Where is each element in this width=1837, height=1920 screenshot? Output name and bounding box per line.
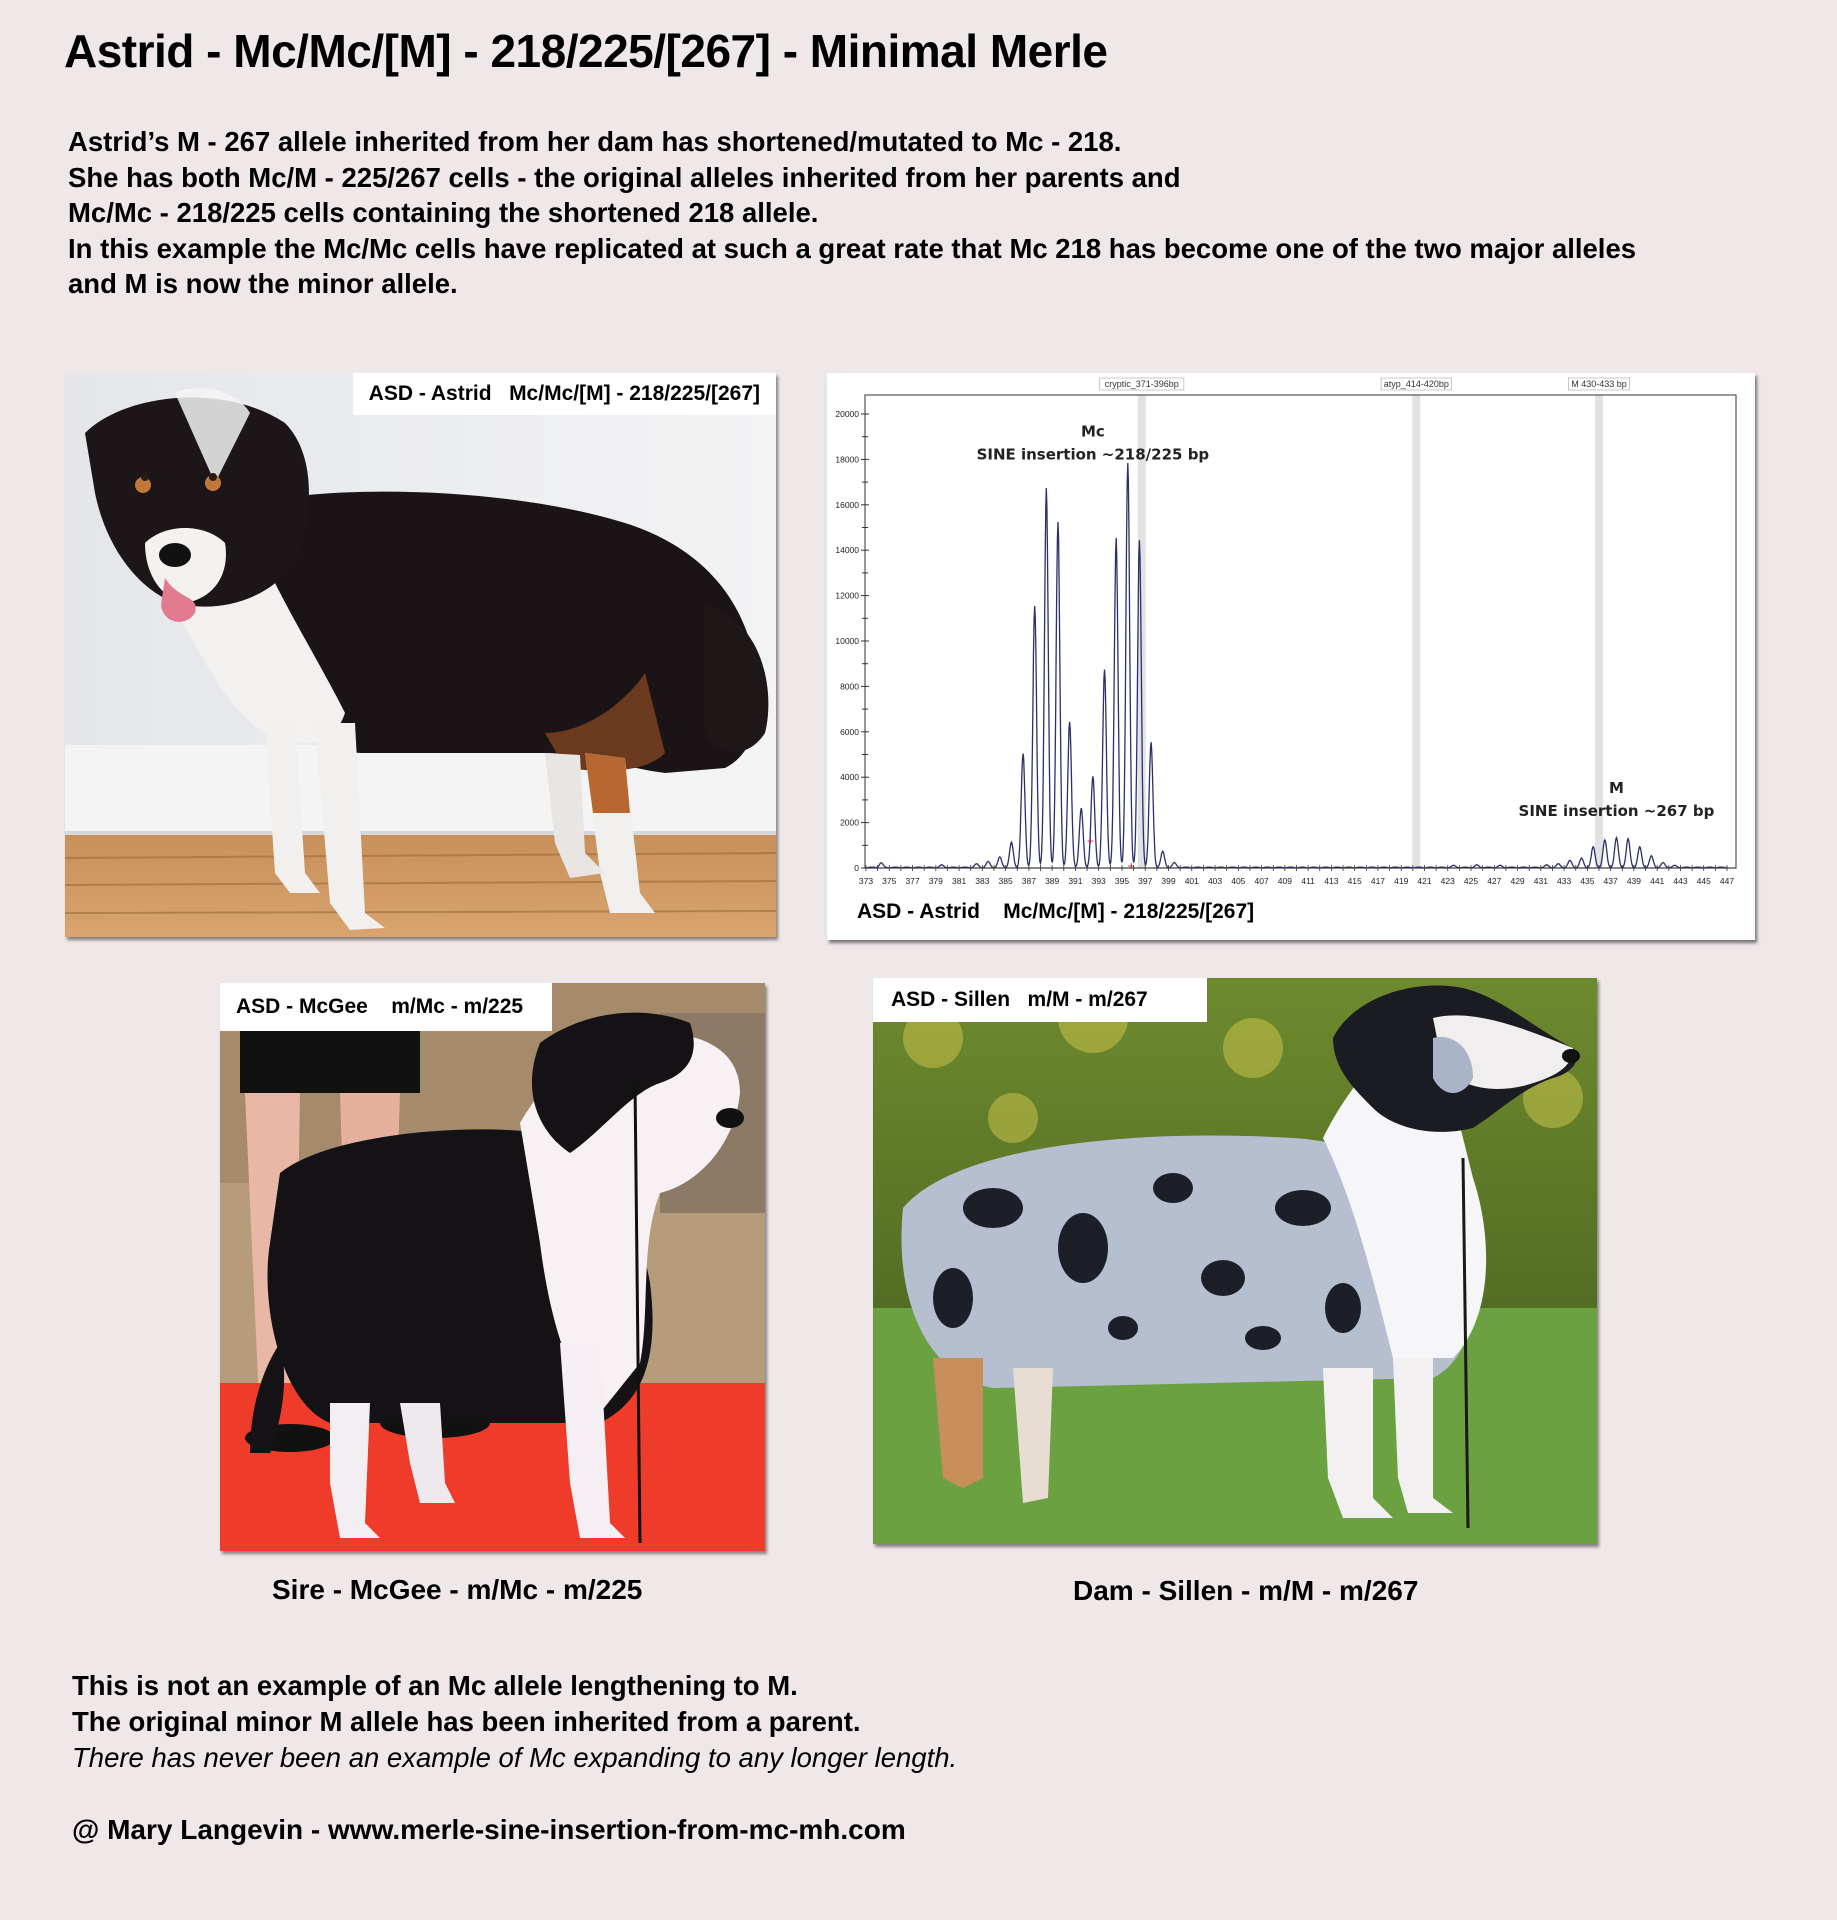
x-tick-label: 377 xyxy=(905,876,920,886)
x-tick-label: 389 xyxy=(1045,876,1060,886)
x-tick-label: 395 xyxy=(1114,876,1130,886)
y-tick-label: 10000 xyxy=(835,636,859,646)
annotation-text: SINE insertion ~267 bp xyxy=(1518,802,1715,821)
x-tick-label: 405 xyxy=(1231,876,1246,886)
sire-caption: Sire - McGee - m/Mc - m/225 xyxy=(272,1574,643,1605)
x-tick-label: 429 xyxy=(1510,876,1525,886)
x-tick-label: 435 xyxy=(1580,876,1595,886)
annotation-title: Mc xyxy=(1080,422,1105,441)
bin-marker xyxy=(1412,395,1420,868)
x-tick-label: 373 xyxy=(858,876,874,886)
bin-label: M 430-433 bp xyxy=(1571,379,1627,389)
intro-paragraph xyxy=(68,124,1788,302)
y-tick-label: 20000 xyxy=(835,409,859,419)
annotation-title: M xyxy=(1608,779,1624,798)
intro-line: In this example the Mc/Mc cells have replicated at such a great rate that Mc 218 has become one of the two major alleles xyxy=(68,232,1637,264)
fragment-analysis-chart xyxy=(827,373,1755,940)
y-tick-label: 12000 xyxy=(835,590,859,601)
x-tick-label: 387 xyxy=(1021,876,1036,886)
x-tick-label: 419 xyxy=(1394,876,1409,886)
y-tick-label: 6000 xyxy=(840,726,859,737)
y-tick-label: 18000 xyxy=(835,454,859,465)
note-line-italic: There has never been an example of Mc expanding to any longer length. xyxy=(72,1742,958,1773)
marker-plus: + xyxy=(1087,833,1095,848)
x-tick-label: 425 xyxy=(1463,876,1479,886)
astrid-photo xyxy=(65,373,776,937)
x-tick-label: 413 xyxy=(1324,876,1339,886)
y-tick-label: 16000 xyxy=(835,499,859,510)
mcgee-dog-image xyxy=(220,983,765,1551)
marker-plus: + xyxy=(1127,859,1135,873)
x-tick-label: 411 xyxy=(1301,876,1315,886)
x-tick-label: 417 xyxy=(1370,876,1386,886)
y-tick-label: 4000 xyxy=(840,772,859,783)
sillen-photo xyxy=(873,978,1597,1544)
x-tick-label: 391 xyxy=(1068,876,1083,886)
x-tick-label: 385 xyxy=(998,876,1013,886)
x-tick-label: 447 xyxy=(1719,876,1735,886)
x-tick-label: 441 xyxy=(1650,876,1665,886)
page-title: Astrid - Mc/Mc/[M] - 218/225/[267] - Minimal Merle xyxy=(64,25,1108,77)
astrid-photo-label: ASD - Astrid Mc/Mc/[M] - 218/225/[267] xyxy=(353,373,776,415)
note-line: This is not an example of an Mc allele lengthening to M. xyxy=(72,1670,798,1701)
x-tick-label: 383 xyxy=(975,876,990,886)
chart-caption: ASD - Astrid Mc/Mc/[M] - 218/225/[267] xyxy=(857,900,1255,923)
astrid-dog-image xyxy=(65,373,776,937)
plot-frame xyxy=(865,395,1736,868)
x-tick-label: 431 xyxy=(1533,876,1548,886)
y-tick-label: 2000 xyxy=(840,817,859,828)
notes xyxy=(72,1668,957,1776)
x-tick-label: 439 xyxy=(1626,876,1642,886)
intro-line: She has both Mc/M - 225/267 cells - the original alleles inherited from her parents and xyxy=(68,161,1181,193)
x-tick-label: 423 xyxy=(1440,876,1455,886)
x-tick-label: 397 xyxy=(1138,876,1153,886)
x-tick-label: 433 xyxy=(1557,876,1572,886)
note-line: The original minor M allele has been inherited from a parent. xyxy=(72,1706,861,1737)
intro-line: Astrid’s M - 267 allele inherited from her dam has shortened/mutated to Mc - 218. xyxy=(68,126,1122,157)
sillen-photo-label: ASD - Sillen m/M - m/267 xyxy=(873,978,1207,1022)
x-tick-label: 427 xyxy=(1487,876,1502,886)
annotation-text: SINE insertion ~218/225 bp xyxy=(976,445,1210,464)
x-tick-label: 409 xyxy=(1277,876,1292,886)
x-tick-label: 399 xyxy=(1161,876,1176,886)
bin-label: cryptic_371-396bp xyxy=(1104,379,1179,389)
y-tick-label: 0 xyxy=(854,863,859,873)
x-tick-label: 393 xyxy=(1091,876,1106,886)
mcgee-photo xyxy=(220,983,765,1551)
x-tick-label: 415 xyxy=(1347,876,1362,886)
x-tick-label: 379 xyxy=(928,876,943,886)
bin-marker xyxy=(1595,395,1603,868)
x-tick-label: 381 xyxy=(951,876,967,886)
electropherogram-plot xyxy=(827,373,1755,940)
x-tick-label: 445 xyxy=(1696,876,1711,886)
bin-label: atyp_414-420bp xyxy=(1383,379,1449,389)
x-tick-label: 437 xyxy=(1603,876,1618,886)
intro-line: and M is now the minor allele. xyxy=(68,268,458,299)
x-tick-label: 421 xyxy=(1417,876,1432,886)
intro-line: Mc/Mc - 218/225 cells containing the shortened 218 allele. xyxy=(68,197,819,228)
x-tick-label: 375 xyxy=(882,876,897,886)
bin-marker xyxy=(1138,395,1146,868)
x-tick-label: 407 xyxy=(1254,876,1269,886)
sillen-dog-image xyxy=(873,978,1597,1544)
y-tick-label: 14000 xyxy=(835,545,859,556)
dam-caption: Dam - Sillen - m/M - m/267 xyxy=(1073,1575,1419,1606)
x-tick-label: 401 xyxy=(1184,876,1199,886)
x-tick-label: 403 xyxy=(1207,876,1223,886)
y-tick-label: 8000 xyxy=(840,681,859,692)
mcgee-photo-label: ASD - McGee m/Mc - m/225 xyxy=(220,983,552,1031)
x-tick-label: 443 xyxy=(1673,876,1688,886)
credit-line: @ Mary Langevin - www.merle-sine-insertion-from-mc-mh.com xyxy=(72,1814,906,1845)
